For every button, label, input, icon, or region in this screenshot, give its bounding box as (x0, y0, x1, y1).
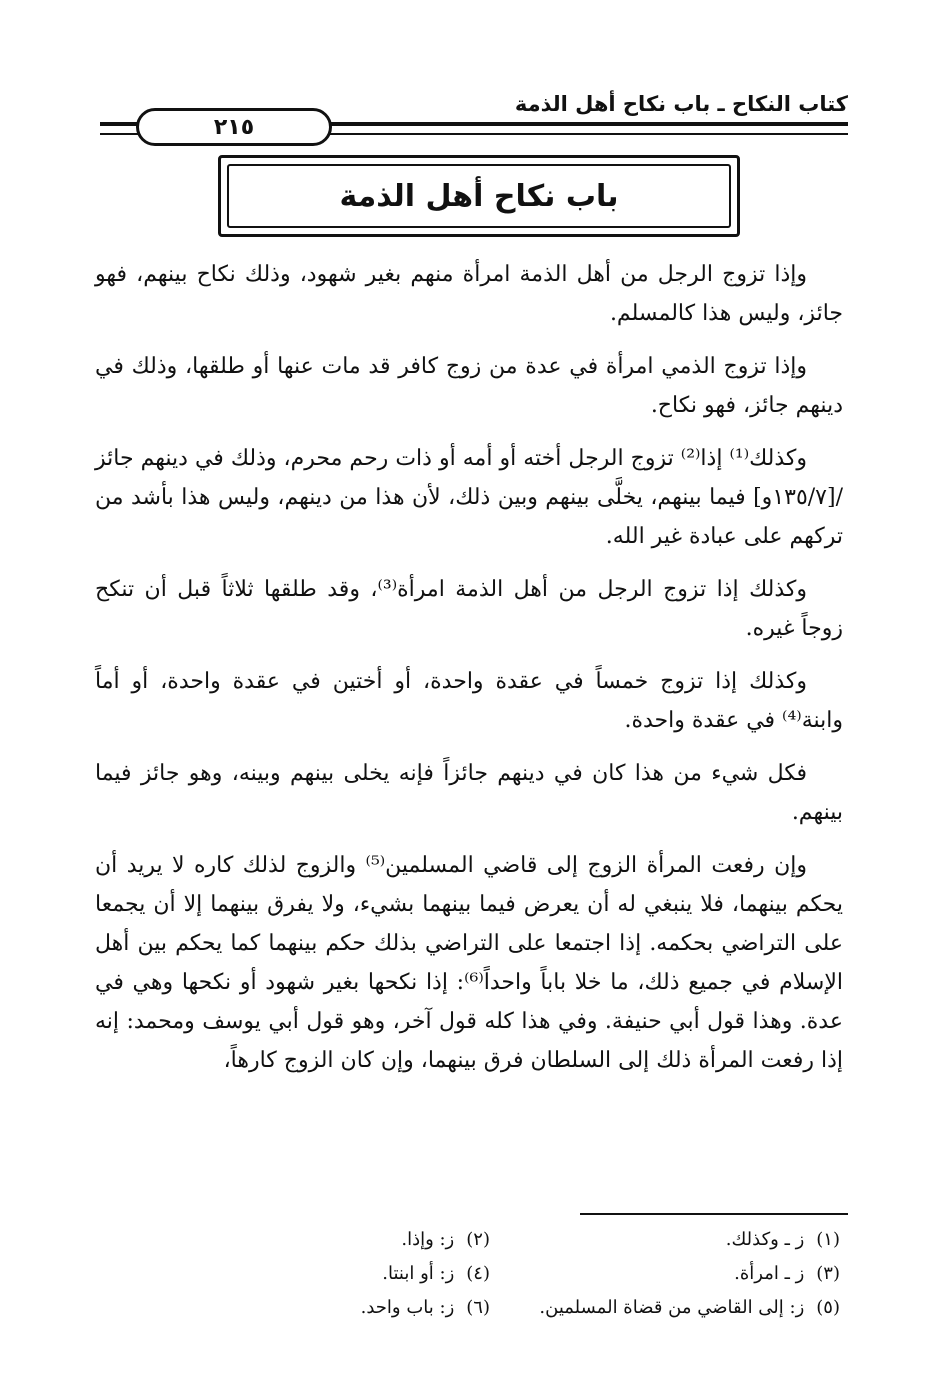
footnote-text: ز: إلى القاضي من قضاة المسلمين. (539, 1297, 805, 1318)
body-text (95, 255, 843, 1094)
footnotes (150, 1225, 840, 1323)
footnote-text: ز: وإذا. (401, 1229, 455, 1250)
footnote-4 (150, 1259, 490, 1289)
paragraph: وكذلك إذا تزوج خمساً في عقدة واحدة، أو أختين في عقدة واحدة، أو أماً وابنة⁽⁴⁾ في عقدة واحدة. (95, 669, 843, 733)
footnote-5 (500, 1293, 840, 1323)
page-number: ٢١٥ (136, 108, 332, 146)
footnote-marker: (٤) (466, 1263, 490, 1284)
footnote-6 (150, 1293, 490, 1323)
footnote-1 (500, 1225, 840, 1255)
chapter-title-frame (218, 155, 740, 237)
footnote-marker: (١) (816, 1229, 840, 1250)
footnote-marker: (٣) (816, 1263, 840, 1284)
footnote-2 (150, 1225, 490, 1255)
footnote-marker: (٦) (466, 1297, 490, 1318)
paragraph: وإن رفعت المرأة الزوج إلى قاضي المسلمين⁽⁵⁾ والزوج لذلك كاره لا يريد أن يحكم بينهما، فلا ينبغي له أن يعرض فيما بينهما بشيء، ولا يفرق بينهما إلا أن يجمعا على التراضي بحكمه. إذا اجتمعا على التراضي بذلك حكم بينهما كما يحكم بين أهل الإسلام في جميع ذلك، ما خلا باباً واحداً⁽⁶⁾: إذا نكحها بغير شهود أو نكحها وهي في عدة. وهذا قول أبي حنيفة. وفي هذا كله قول آخر، وهو قول أبي يوسف ومحمد: إنه إذا رفعت المرأة ذلك إلى السلطان فرق بينهما، وإن كان الزوج كارهاً، (95, 853, 843, 1073)
paragraph: وكذلك⁽¹⁾ إذا⁽²⁾ تزوج الرجل أخته أو أمه أو ذات رحم محرم، وذلك في دينهم جائز /[١٣٥/٧و] فيما بينهم، يخلَّى بينهم وبين ذلك، لأن هذا من دينهم، وليس هذا بأشد من تركهم على عبادة غير الله. (95, 446, 843, 549)
paragraph: فكل شيء من هذا كان في دينهم جائزاً فإنه يخلى بينهم وبينه، وهو جائز فيما بينهم. (95, 761, 843, 825)
footnote-text: ز: أو ابنتا. (382, 1263, 455, 1284)
footnote-text: ز ـ امرأة. (734, 1263, 805, 1284)
footnote-marker: (٢) (466, 1229, 490, 1250)
footnote-marker: (٥) (816, 1297, 840, 1318)
footnote-text: ز: باب واحد. (360, 1297, 455, 1318)
footnote-text: ز ـ وكذلك. (725, 1229, 805, 1250)
running-head: كتاب النكاح ـ باب نكاح أهل الذمة (514, 92, 848, 116)
page-header (100, 80, 848, 140)
footnote-3 (500, 1259, 840, 1289)
paragraph: وإذا تزوج الرجل من أهل الذمة امرأة منهم بغير شهود، وذلك نكاح بينهم، فهو جائز، وليس هذا كالمسلم. (95, 262, 843, 326)
paragraph: وكذلك إذا تزوج الرجل من أهل الذمة امرأة⁽³⁾، وقد طلقها ثلاثاً قبل أن تنكح زوجاً غيره. (95, 577, 843, 641)
chapter-title: باب نكاح أهل الذمة (339, 178, 619, 214)
footnote-rule (580, 1213, 848, 1215)
paragraph: وإذا تزوج الذمي امرأة في عدة من زوج كافر قد مات عنها أو طلقها، وذلك في دينهم جائز، فهو نكاح. (95, 354, 843, 418)
